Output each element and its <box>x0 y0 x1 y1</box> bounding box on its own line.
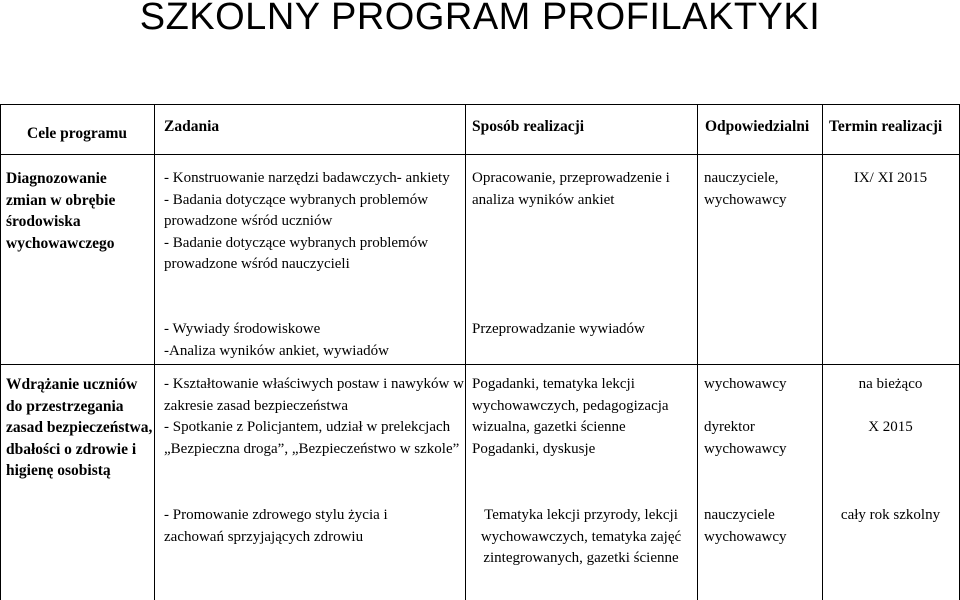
row2-method-b: Tematyka lekcji przyrody, lekcji wychowawczych, tematyka zajęć zintegrowanych, gazetki ścienne <box>480 507 682 566</box>
column-divider <box>697 104 698 600</box>
row2-responsible-a: wychowawcy dyrektor wychowawcy <box>704 376 787 457</box>
row2-tasks-a: - Kształtowanie właściwych postaw i nawyków w zakresie zasad bezpieczeństwa - Spotkanie z Policjantem, udział w prelekcjach „Bezpieczna droga”, „Bezpieczeństwo w szkole” <box>164 376 464 457</box>
document-title: SZKOLNY PROGRAM PROFILAKTYKI <box>139 0 821 38</box>
row1-method-a: Opracowanie, przeprowadzenie i analiza wyników ankiet <box>472 170 670 208</box>
row1-responsible-a: nauczyciele, wychowawcy <box>704 170 787 208</box>
row2-responsible-b: nauczyciele wychowawcy <box>704 507 787 545</box>
row2-tasks-b: - Promowanie zdrowego stylu życia i zachowań sprzyjających zdrowiu <box>164 507 388 545</box>
row-divider <box>0 364 960 365</box>
header-deadline: Termin realizacji <box>829 118 943 135</box>
row1-method-b: Przeprowadzanie wywiadów <box>472 321 645 337</box>
row2-deadline-b: cały rok szkolny <box>840 507 941 523</box>
row2-method-a: Pogadanki, tematyka lekcji wychowawczych, pedagogizacja wizualna, gazetki ścienne Pogadanki, dyskusje <box>472 376 669 457</box>
table-top-border <box>0 104 960 105</box>
row2-deadline-a: na bieżąco X 2015 <box>858 376 923 435</box>
column-divider <box>154 104 155 600</box>
header-bottom-border <box>0 154 960 155</box>
row1-deadline-a: IX/ XI 2015 <box>853 170 928 186</box>
header-tasks: Zadania <box>164 118 220 135</box>
row1-goal: Diagnozowanie zmian w obrębie środowiska wychowawczego <box>6 170 116 252</box>
header-responsible: Odpowiedzialni <box>705 118 810 135</box>
header-goals: Cele programu <box>27 125 128 142</box>
row2-goal: Wdrążanie uczniów do przestrzegania zasad bezpieczeństwa, dbałości o zdrowie i higienę osobistą <box>6 376 153 479</box>
row1-tasks-a: - Konstruowanie narzędzi badawczych- ankiety - Badania dotyczące wybranych problemów prowadzone wśród uczniów - Badanie dotyczące wybranych problemów prowadzone wśród nauczycieli <box>164 170 450 272</box>
column-divider <box>0 104 1 600</box>
header-method: Sposób realizacji <box>472 118 585 135</box>
row1-tasks-b: - Wywiady środowiskowe -Analiza wyników ankiet, wywiadów <box>164 321 389 359</box>
